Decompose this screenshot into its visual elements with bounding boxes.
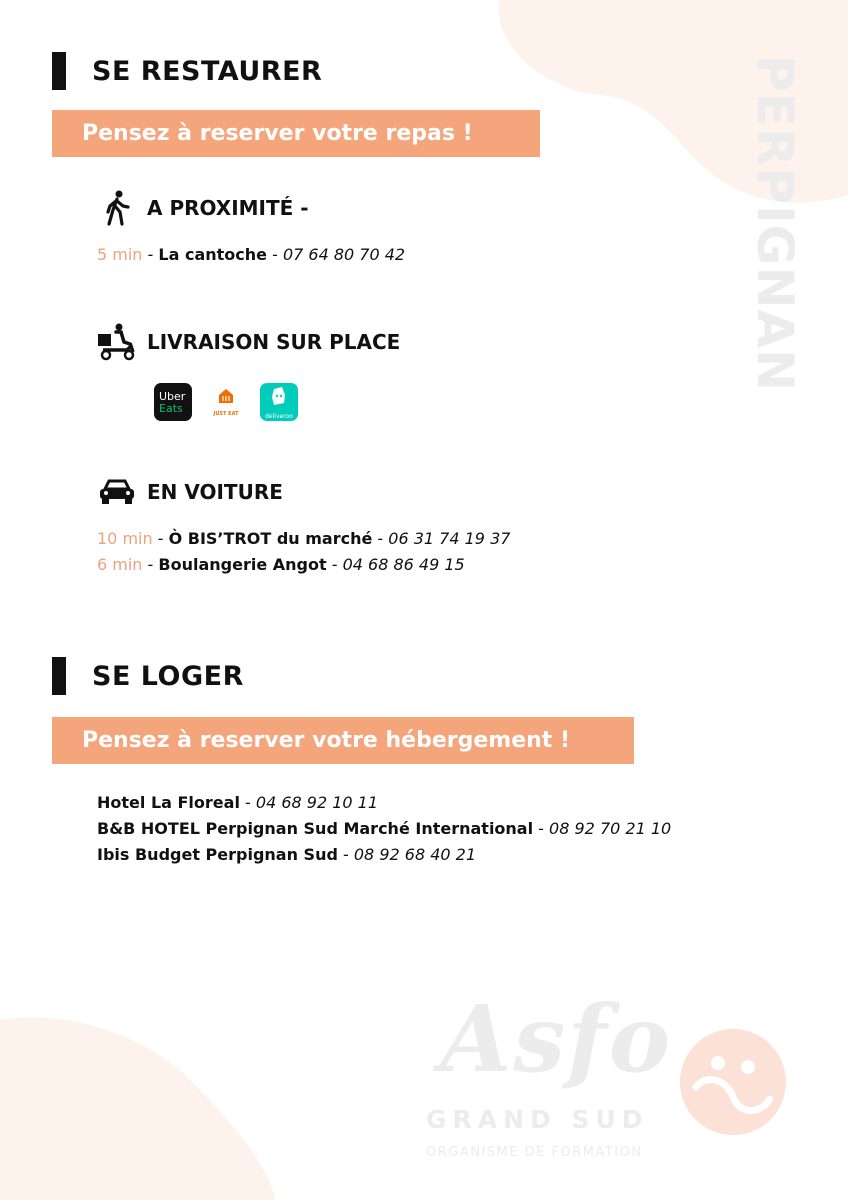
delivery-scooter-icon (97, 322, 137, 362)
sub-heading-voiture (97, 472, 283, 512)
list-item: Ibis Budget Perpignan Sud - 08 92 68 40 21 (97, 845, 477, 864)
asfo-logo: Asfo GRAND SUD ORGANISME DE FORMATION (420, 985, 800, 1165)
deliveroo-logo[interactable]: deliveroo (260, 383, 298, 421)
section-heading-loger (52, 657, 244, 695)
sub-title: EN VOITURE (147, 480, 283, 504)
uber-eats-logo[interactable]: Uber Eats (154, 383, 192, 421)
list-item: Hotel La Floreal - 04 68 92 10 11 (97, 793, 379, 812)
section-bar (52, 657, 66, 695)
car-icon (97, 472, 137, 512)
section-heading-restaurer (52, 52, 322, 90)
section-title: SE RESTAURER (92, 55, 323, 87)
list-item: B&B HOTEL Perpignan Sud Marché International - 08 92 70 21 10 (97, 819, 672, 838)
sub-heading-livraison (97, 322, 400, 362)
section-bar (52, 52, 66, 90)
list-item: 5 min - La cantoche - 07 64 80 70 42 (97, 245, 406, 264)
sub-title: A PROXIMITÉ - (147, 196, 309, 220)
background-blob-bottom-left (0, 1010, 300, 1200)
kangaroo-icon (260, 383, 298, 409)
list-item: 10 min - Ò BIS’TROT du marché - 06 31 74 19 37 (97, 529, 511, 548)
walking-person-icon (97, 188, 137, 228)
list-item: 6 min - Boulangerie Angot - 04 68 86 49 15 (97, 555, 465, 574)
just-eat-logo[interactable]: JUST EAT (207, 383, 245, 421)
section-title: SE LOGER (92, 660, 244, 692)
people-circle-icon (678, 1027, 788, 1137)
banner-repas: Pensez à reserver votre repas ! (52, 110, 540, 157)
banner-hebergement: Pensez à reserver votre hébergement ! (52, 717, 634, 764)
sub-title: LIVRAISON SUR PLACE (147, 330, 401, 354)
sub-heading-proximite (97, 188, 309, 228)
house-icon (207, 383, 245, 407)
vertical-city-title: PERPIGNAN (746, 55, 804, 392)
